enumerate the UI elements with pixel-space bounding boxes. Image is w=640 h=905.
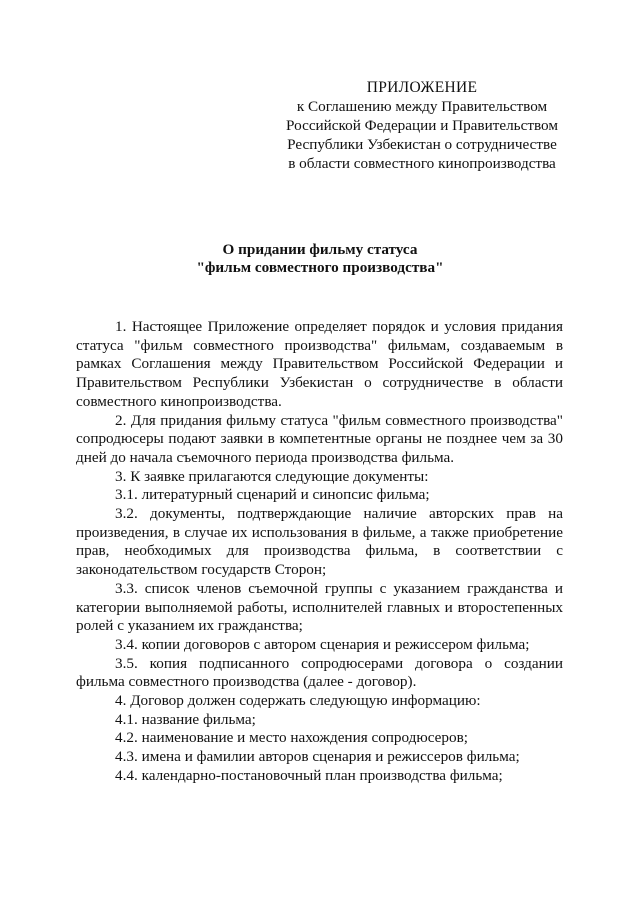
document-title [60,241,580,277]
paragraph-4-4: 4.4. календарно-постановочный план производства фильма; [115,766,503,784]
annex-line: Республики Узбекистан о сотрудничестве [287,136,557,153]
paragraph-3-2: 3.2. документы, подтверждающие наличие авторских прав на произведения, в случае их использования в фильме, а также приобретение прав, необходимых для производства фильма, в соответствии с законодательством государств Сторон; [76,505,563,579]
paragraph-3: 3. К заявке прилагаются следующие документы: [115,467,429,485]
annex-line: к Соглашению между Правительством [296,98,548,115]
title-line-2: "фильм совместного производства" [196,259,444,276]
paragraph-4: 4. Договор должен содержать следующую информацию: [115,692,481,710]
paragraph-3-4: 3.4. копии договоров с автором сценария и режиссером фильма; [115,635,530,653]
paragraph-3-3: 3.3. список членов съемочной группы с указанием гражданства и категории выполняемой работы, исполнителей главных и второстепенных ролей с указанием их гражданства; [76,579,563,635]
paragraph-4-2: 4.2. наименование и место нахождения сопродюсеров; [115,729,469,747]
annex-line: Российской Федерации и Правительством [286,117,558,134]
paragraph-1: 1. Настоящее Приложение определяет порядок и условия придания статуса "фильм совместного производства" фильмам, создаваемым в рамках Соглашения между Правительством Российской Федерации и Правительством Республики Узбекистан о сотрудничестве в области совместного кинопроизводства. [76,318,563,410]
annex-line: в области совместного кинопроизводства [288,155,556,172]
annex-heading: ПРИЛОЖЕНИЕ [366,79,478,96]
paragraph-4-3: 4.3. имена и фамилии авторов сценария и режиссеров фильма; [115,748,520,766]
paragraph-2: 2. Для придания фильму статуса "фильм совместного производства" сопродюсеры подают заявки в компетентные органы не позднее чем за 30 дней до начала съемочного периода производства фильма. [76,411,563,466]
paragraph-3-5: 3.5. копия подписанного сопродюсерами договора о создании фильма совместного производства (далее - договор). [76,654,563,691]
paragraph-3-1: 3.1. литературный сценарий и синопсис фильма; [115,486,430,504]
document-body [76,318,563,786]
title-line-1: О придании фильму статуса [222,241,418,258]
paragraph-4-1: 4.1. название фильма; [115,710,256,728]
annex-block [276,78,568,173]
